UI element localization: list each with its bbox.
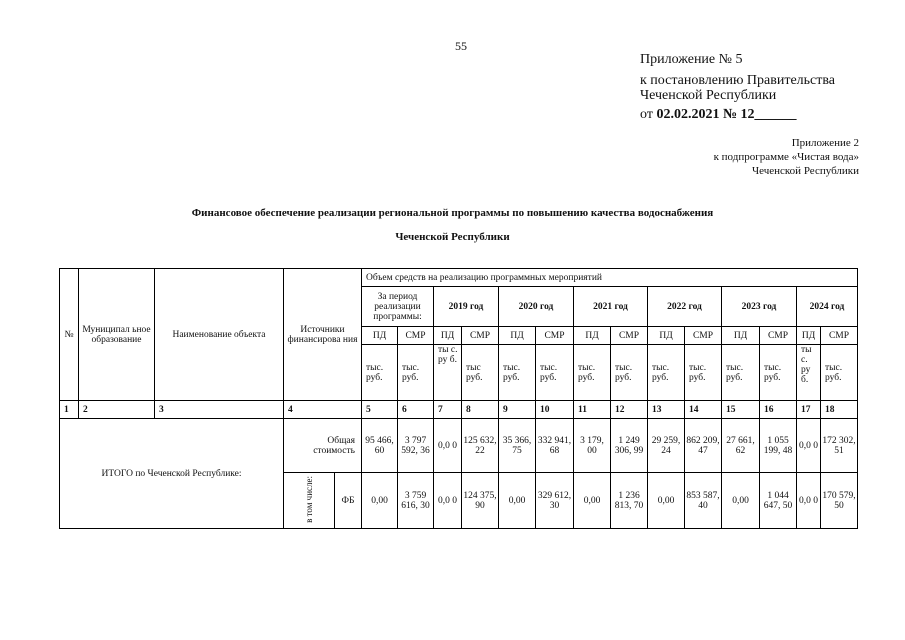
unit-cell: тыс. руб. — [722, 345, 760, 401]
appendix-5-line1: к постановлению Правительства — [640, 73, 836, 88]
value-cell: 29 259, 24 — [648, 419, 685, 473]
appendix-5-line2: Чеченской Республики — [640, 88, 777, 103]
col-number: 14 — [685, 401, 722, 419]
header-smr: СМР — [685, 327, 722, 345]
value-cell: 35 366, 75 — [499, 419, 536, 473]
header-year-2023: 2023 год — [722, 287, 797, 327]
header-year-2020: 2020 год — [499, 287, 574, 327]
value-cell: 0,0 0 — [797, 419, 821, 473]
unit-cell: тыс. руб. — [760, 345, 797, 401]
date-value: 02.02.2021 № 12______ — [656, 107, 797, 122]
col-number: 12 — [611, 401, 648, 419]
col-number: 13 — [648, 401, 685, 419]
value-cell: 124 375, 90 — [462, 473, 499, 529]
unit-cell: тыс. руб. — [499, 345, 536, 401]
value-cell: 0,00 — [722, 473, 760, 529]
total-label: ИТОГО по Чеченской Республике: — [60, 419, 284, 529]
header-year-2024: 2024 год — [797, 287, 858, 327]
including-label-cell — [284, 473, 335, 529]
value-cell: 862 209, 47 — [685, 419, 722, 473]
col-number: 17 — [797, 401, 821, 419]
value-cell: 1 249 306, 99 — [611, 419, 648, 473]
col-number: 10 — [536, 401, 574, 419]
col-number: 3 — [155, 401, 284, 419]
unit-cell: тыс. руб. — [648, 345, 685, 401]
col-number: 18 — [821, 401, 858, 419]
page-number: 55 — [455, 39, 467, 53]
value-cell: 95 466, 60 — [362, 419, 398, 473]
value-cell: 3 759 616, 30 — [398, 473, 434, 529]
date-prefix: от — [640, 107, 657, 122]
header-year-2021: 2021 год — [574, 287, 648, 327]
header-num: № — [60, 269, 79, 401]
unit-cell: тыс. руб. — [362, 345, 398, 401]
header-smr: СМР — [536, 327, 574, 345]
header-pd: ПД — [797, 327, 821, 345]
col-number: 4 — [284, 401, 362, 419]
value-cell: 1 044 647, 50 — [760, 473, 797, 529]
value-cell: 853 587, 40 — [685, 473, 722, 529]
value-cell: 1 236 813, 70 — [611, 473, 648, 529]
value-cell: 0,0 0 — [434, 473, 462, 529]
col-number: 2 — [79, 401, 155, 419]
value-cell: 0,0 0 — [434, 419, 462, 473]
unit-cell: тыс руб. — [462, 345, 499, 401]
col-number: 6 — [398, 401, 434, 419]
value-cell: 329 612, 30 — [536, 473, 574, 529]
appendix-2-title: Приложение 2 — [791, 137, 859, 149]
appendix-5-block — [640, 52, 835, 122]
unit-cell: тыс. руб. — [536, 345, 574, 401]
header-smr: СМР — [611, 327, 648, 345]
col-number: 7 — [434, 401, 462, 419]
value-cell: 172 302, 51 — [821, 419, 858, 473]
including-label: в том числе: — [303, 475, 314, 523]
column-number-row — [60, 401, 858, 419]
header-pd: ПД — [362, 327, 398, 345]
value-cell: 332 941, 68 — [536, 419, 574, 473]
header-pd: ПД — [648, 327, 685, 345]
col-number: 8 — [462, 401, 499, 419]
col-number: 16 — [760, 401, 797, 419]
financing-table — [59, 268, 858, 529]
value-cell: 0,00 — [648, 473, 685, 529]
value-cell: 0,00 — [362, 473, 398, 529]
header-pd: ПД — [434, 327, 462, 345]
document-heading-line1: Финансовое обеспечение реализации региональной программы по повышению качества водоснабжения — [191, 207, 714, 219]
header-smr: СМР — [760, 327, 797, 345]
col-number: 15 — [722, 401, 760, 419]
unit-cell: тыс. руб. — [685, 345, 722, 401]
appendix-2-line2: Чеченской Республики — [751, 165, 859, 177]
appendix-2-block — [714, 136, 859, 178]
document-heading-line2: Чеченской Республики — [395, 231, 510, 243]
fb-label: ФБ — [335, 473, 362, 529]
total-row — [60, 419, 858, 473]
unit-cell: тыс. руб. — [611, 345, 648, 401]
appendix-5-title: Приложение № 5 — [640, 52, 743, 67]
header-object: Наименование объекта — [155, 269, 284, 401]
header-smr: СМР — [821, 327, 858, 345]
value-cell: 0,0 0 — [797, 473, 821, 529]
value-cell: 3 797 592, 36 — [398, 419, 434, 473]
value-cell: 0,00 — [499, 473, 536, 529]
unit-cell: тыс. руб. — [398, 345, 434, 401]
header-sources: Источники финансирова ния — [284, 269, 362, 401]
appendix-2-line1: к подпрограмме «Чистая вода» — [713, 151, 859, 163]
header-municipality: Муниципал ьное образование — [79, 269, 155, 401]
header-smr: СМР — [462, 327, 499, 345]
value-cell: 0,00 — [574, 473, 611, 529]
total-cost-label: Общая стоимость — [284, 419, 362, 473]
unit-cell: ты с. ру б. — [797, 345, 821, 401]
col-number: 9 — [499, 401, 536, 419]
header-period: За период реализации программы: — [362, 287, 434, 327]
appendix-5-date — [640, 107, 835, 122]
value-cell: 170 579, 50 — [821, 473, 858, 529]
col-number: 1 — [60, 401, 79, 419]
header-year-2019: 2019 год — [434, 287, 499, 327]
header-smr: СМР — [398, 327, 434, 345]
col-number: 11 — [574, 401, 611, 419]
header-pd: ПД — [574, 327, 611, 345]
value-cell: 27 661, 62 — [722, 419, 760, 473]
unit-cell: тыс. руб. — [574, 345, 611, 401]
header-pd: ПД — [499, 327, 536, 345]
value-cell: 3 179, 00 — [574, 419, 611, 473]
header-volume: Объем средств на реализацию программных мероприятий — [362, 269, 858, 287]
unit-cell: тыс. руб. — [821, 345, 858, 401]
value-cell: 1 055 199, 48 — [760, 419, 797, 473]
header-year-2022: 2022 год — [648, 287, 722, 327]
value-cell: 125 632, 22 — [462, 419, 499, 473]
header-pd: ПД — [722, 327, 760, 345]
col-number: 5 — [362, 401, 398, 419]
unit-cell: ты с. ру б. — [434, 345, 462, 401]
